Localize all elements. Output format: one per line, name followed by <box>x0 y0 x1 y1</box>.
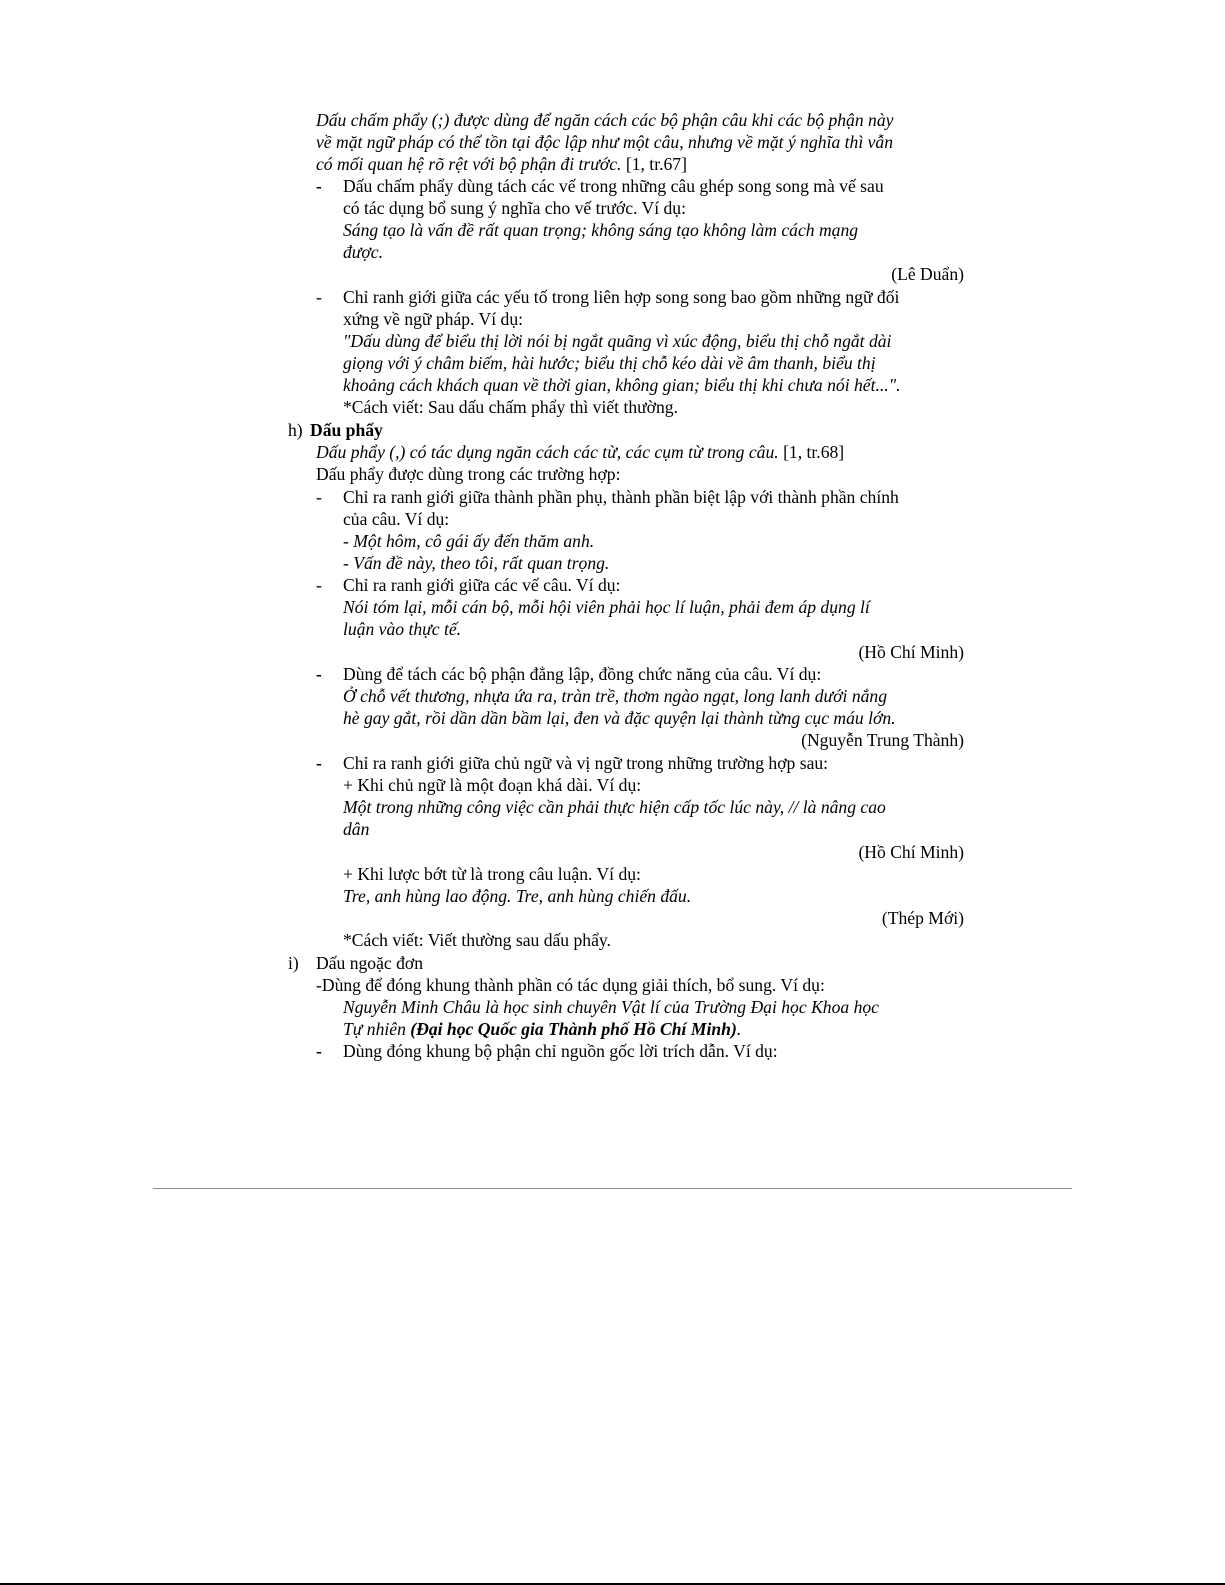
parentheses-usage-1: -Dùng để đóng khung thành phần có tác dụng giải thích, bổ sung. Ví dụ: <box>316 975 825 995</box>
comma-intro: Dấu phẩy được dùng trong các trường hợp: <box>316 464 621 484</box>
bullet-dash: - <box>316 287 322 307</box>
semicolon-definition-line-2: về mặt ngữ pháp có thể tồn tại độc lập như một câu, nhưng về mặt ý nghĩa thì vẫn <box>316 132 894 152</box>
comma-example-4a-line-1: Một trong những công việc cần phải thực hiện cấp tốc lúc này, // là nâng cao <box>343 797 886 817</box>
semicolon-example-1-line-2: được. <box>343 242 383 262</box>
comma-usage-1-line-1: Chỉ ra ranh giới giữa thành phần phụ, thành phần biệt lập với thành phần chính <box>343 487 899 507</box>
example-source: (Hồ Chí Minh) <box>858 842 964 862</box>
comma-example-4b: Tre, anh hùng lao động. Tre, anh hùng chiến đấu. <box>343 886 692 906</box>
comma-example-1b: - Vấn đề này, theo tôi, rất quan trọng. <box>343 553 610 573</box>
comma-example-3-line-1: Ở chỗ vết thương, nhựa ứa ra, tràn trề, thơm ngào ngạt, long lanh dưới nắng <box>343 686 888 706</box>
comma-example-1a: - Một hôm, cô gái ấy đến thăm anh. <box>343 531 595 551</box>
comma-example-2-line-2: luận vào thực tế. <box>343 619 462 639</box>
comma-usage-4-case-1: + Khi chủ ngữ là một đoạn khá dài. Ví dụ: <box>343 775 642 795</box>
example-period: . <box>736 1019 742 1039</box>
citation-reference: [1, tr.67] <box>621 154 687 174</box>
comma-example-3-line-2: hè gay gắt, rồi dần dần bầm lại, đen và đặc quyện lại thành từng cục máu lớn. <box>343 708 896 728</box>
comma-example-4a-line-2: dân <box>343 819 370 839</box>
bullet-dash: - <box>316 176 322 196</box>
example-text: Tự nhiên <box>343 1019 411 1039</box>
parentheses-example-line-2 <box>343 1018 741 1040</box>
bullet-dash: - <box>316 753 322 773</box>
comma-usage-4-case-2: + Khi lược bớt từ là trong câu luận. Ví dụ: <box>343 864 641 884</box>
footer-divider <box>153 1188 1072 1189</box>
semicolon-definition-line-1: Dấu chấm phẩy (;) được dùng để ngăn cách các bộ phận câu khi các bộ phận này <box>316 110 894 130</box>
comma-usage-3: Dùng để tách các bộ phận đẳng lập, đồng chức năng của câu. Ví dụ: <box>343 664 822 684</box>
comma-usage-4: Chỉ ra ranh giới giữa chủ ngữ và vị ngữ trong những trường hợp sau: <box>343 753 829 773</box>
bullet-dash: - <box>316 487 322 507</box>
semicolon-usage-1-line-2: có tác dụng bổ sung ý nghĩa cho vế trước. Ví dụ: <box>343 198 686 218</box>
semicolon-example-2-line-3: khoảng cách khách quan về thời gian, không gian; biểu thị khi chưa nói hết...". <box>343 375 901 395</box>
comma-writing-rule: *Cách viết: Viết thường sau dấu phẩy. <box>343 930 611 950</box>
semicolon-usage-2-line-2: xứng về ngữ pháp. Ví dụ: <box>343 309 524 329</box>
parentheses-example-line-1: Nguyễn Minh Châu là học sinh chuyên Vật lí của Trường Đại học Khoa học <box>343 997 879 1017</box>
section-marker: h) <box>288 420 303 440</box>
semicolon-writing-rule: *Cách viết: Sau dấu chấm phẩy thì viết thường. <box>343 397 678 417</box>
bullet-dash: - <box>316 575 322 595</box>
example-parenthetical: (Đại học Quốc gia Thành phố Hồ Chí Minh) <box>410 1019 737 1039</box>
parentheses-usage-2: Dùng đóng khung bộ phận chỉ nguồn gốc lời trích dẫn. Ví dụ: <box>343 1041 778 1061</box>
section-marker: i) <box>288 953 299 973</box>
semicolon-example-2-line-1: "Dấu dùng để biểu thị lời nói bị ngắt quãng vì xúc động, biểu thị chỗ ngắt dài <box>343 331 892 351</box>
section-heading: Dấu ngoặc đơn <box>316 953 424 973</box>
bullet-dash: - <box>316 1041 322 1061</box>
section-heading: Dấu phẩy <box>310 420 383 440</box>
comma-definition <box>316 441 844 463</box>
semicolon-usage-2-line-1: Chỉ ranh giới giữa các yếu tố trong liên hợp song song bao gồm những ngữ đối <box>343 287 900 307</box>
semicolon-definition-text: có mối quan hệ rõ rệt với bộ phận đi trước. <box>316 154 622 174</box>
citation-reference: [1, tr.68] <box>778 442 845 462</box>
semicolon-definition-line-3 <box>316 153 687 175</box>
bullet-dash: - <box>316 664 322 684</box>
semicolon-usage-1-line-1: Dấu chấm phẩy dùng tách các vế trong những câu ghép song song mà vế sau <box>343 176 884 196</box>
comma-usage-1-line-2: của câu. Ví dụ: <box>343 509 450 529</box>
example-source: (Thép Mới) <box>881 908 964 928</box>
example-source: (Nguyễn Trung Thành) <box>801 730 964 750</box>
example-source: (Lê Duẩn) <box>891 264 964 284</box>
comma-definition-text: Dấu phẩy (,) có tác dụng ngăn cách các từ, các cụm từ trong câu. <box>316 442 779 462</box>
comma-example-2-line-1: Nói tóm lại, mỗi cán bộ, mỗi hội viên phải học lí luận, phải đem áp dụng lí <box>343 597 870 617</box>
comma-usage-2: Chỉ ra ranh giới giữa các vế câu. Ví dụ: <box>343 575 621 595</box>
semicolon-example-2-line-2: giọng với ý châm biếm, hài hước; biểu thị chỗ kéo dài về âm thanh, biểu thị <box>343 353 876 373</box>
semicolon-example-1-line-1: Sáng tạo là vấn đề rất quan trọng; không sáng tạo không làm cách mạng <box>343 220 859 240</box>
example-source: (Hồ Chí Minh) <box>858 642 964 662</box>
